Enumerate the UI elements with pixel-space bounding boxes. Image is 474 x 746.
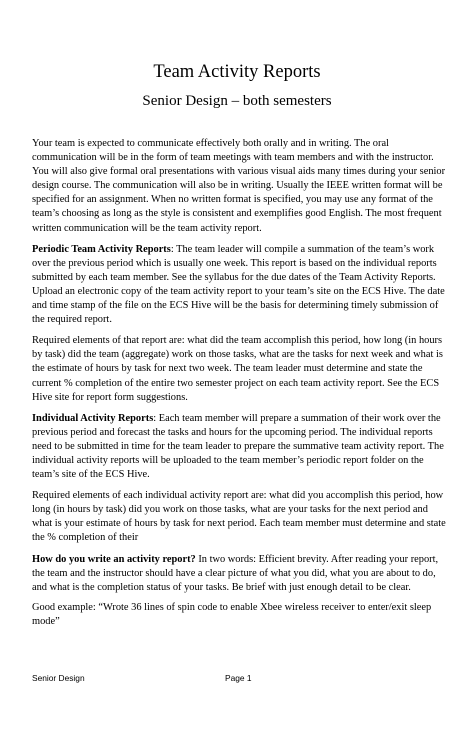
footer-page-number: Page 1 [225, 673, 252, 683]
paragraph-team-reports [32, 243, 448, 328]
paragraph-text: In two words: Efficient brevity. After reading your report, the team and the instructor should have a clear picture of what you did, what you are about to do, and what is the completion status of your tasks. Be brief with just enough detail to be clear. [32, 553, 439, 593]
paragraph-individual-reports [32, 412, 448, 482]
paragraph-text: Good example: “Wrote 36 lines of spin code to enable Xbee wireless receiver to enter/exit sleep mode” [32, 601, 432, 627]
paragraph-text: : Each team member will prepare a summation of their work over the previous period and forecast the tasks and hours for the upcoming period. The individual reports need to be submitted in time for the team leader to prepare the summative team activity report. The individual activity reports will be uploaded to the team member’s periodic report folder on the team’s site of the ECS Hive. [32, 412, 444, 481]
page-title: Team Activity Reports [153, 62, 321, 82]
document-body [32, 137, 448, 636]
paragraph-good-example [32, 601, 448, 629]
paragraph-how-to-write [32, 553, 448, 595]
paragraph-individual-requirements [32, 489, 448, 545]
paragraph-heading: How do you write an activity report? [32, 553, 196, 565]
footer-course-name: Senior Design [32, 673, 85, 683]
page-subtitle: Senior Design – both semesters [142, 93, 332, 109]
paragraph-text: Your team is expected to communicate effectively both orally and in writing. The oral communication will be in the form of team meetings with team members and with the instructor. You will also give formal oral presentations with various visual aids many times during your senior design course. The communication will also be in writing. Usually the IEEE written format will be specified for an assignment. When no written format is specified, you may use any format of the team’s choosing as long as the style is consistent and exemplifies good English. The most frequent written communication will be the team activity report. [32, 138, 446, 234]
paragraph-heading: Individual Activity Reports [32, 412, 154, 424]
paragraph-text: Required elements of each individual activity report are: what did you accomplish this period, how long (in hours by task) did you work on those tasks, what are your tasks for the next period and what is your estimate of hours by task for next period. Each team member must determine and state the % completion of their [32, 490, 446, 544]
paragraph-team-requirements [32, 334, 448, 404]
paragraph-heading: Periodic Team Activity Reports [32, 243, 171, 255]
paragraph-text: Required elements of that report are: what did the team accomplish this period, how long (in hours by task) did the team (aggregate) work on those tasks, what are the tasks for next week and what is the estimate of hours by task for next two week. The team leader must determine and state the current % completion of the entire two semester project on each team activity report. See the ECS Hive site for report form suggestions. [32, 335, 443, 403]
paragraph-text: : The team leader will compile a summation of the team’s work over the previous period which is usually one week. This report is based on the individual reports submitted by each team member. See the syllabus for the due dates of the Team Activity Reports. Upload an electronic copy of the team activity report to your team’s site on the ECS Hive. The date and time stamp of the file on the ECS Hive will be the basis for determining timely submission of the required report. [32, 243, 445, 326]
paragraph-intro [32, 137, 448, 236]
